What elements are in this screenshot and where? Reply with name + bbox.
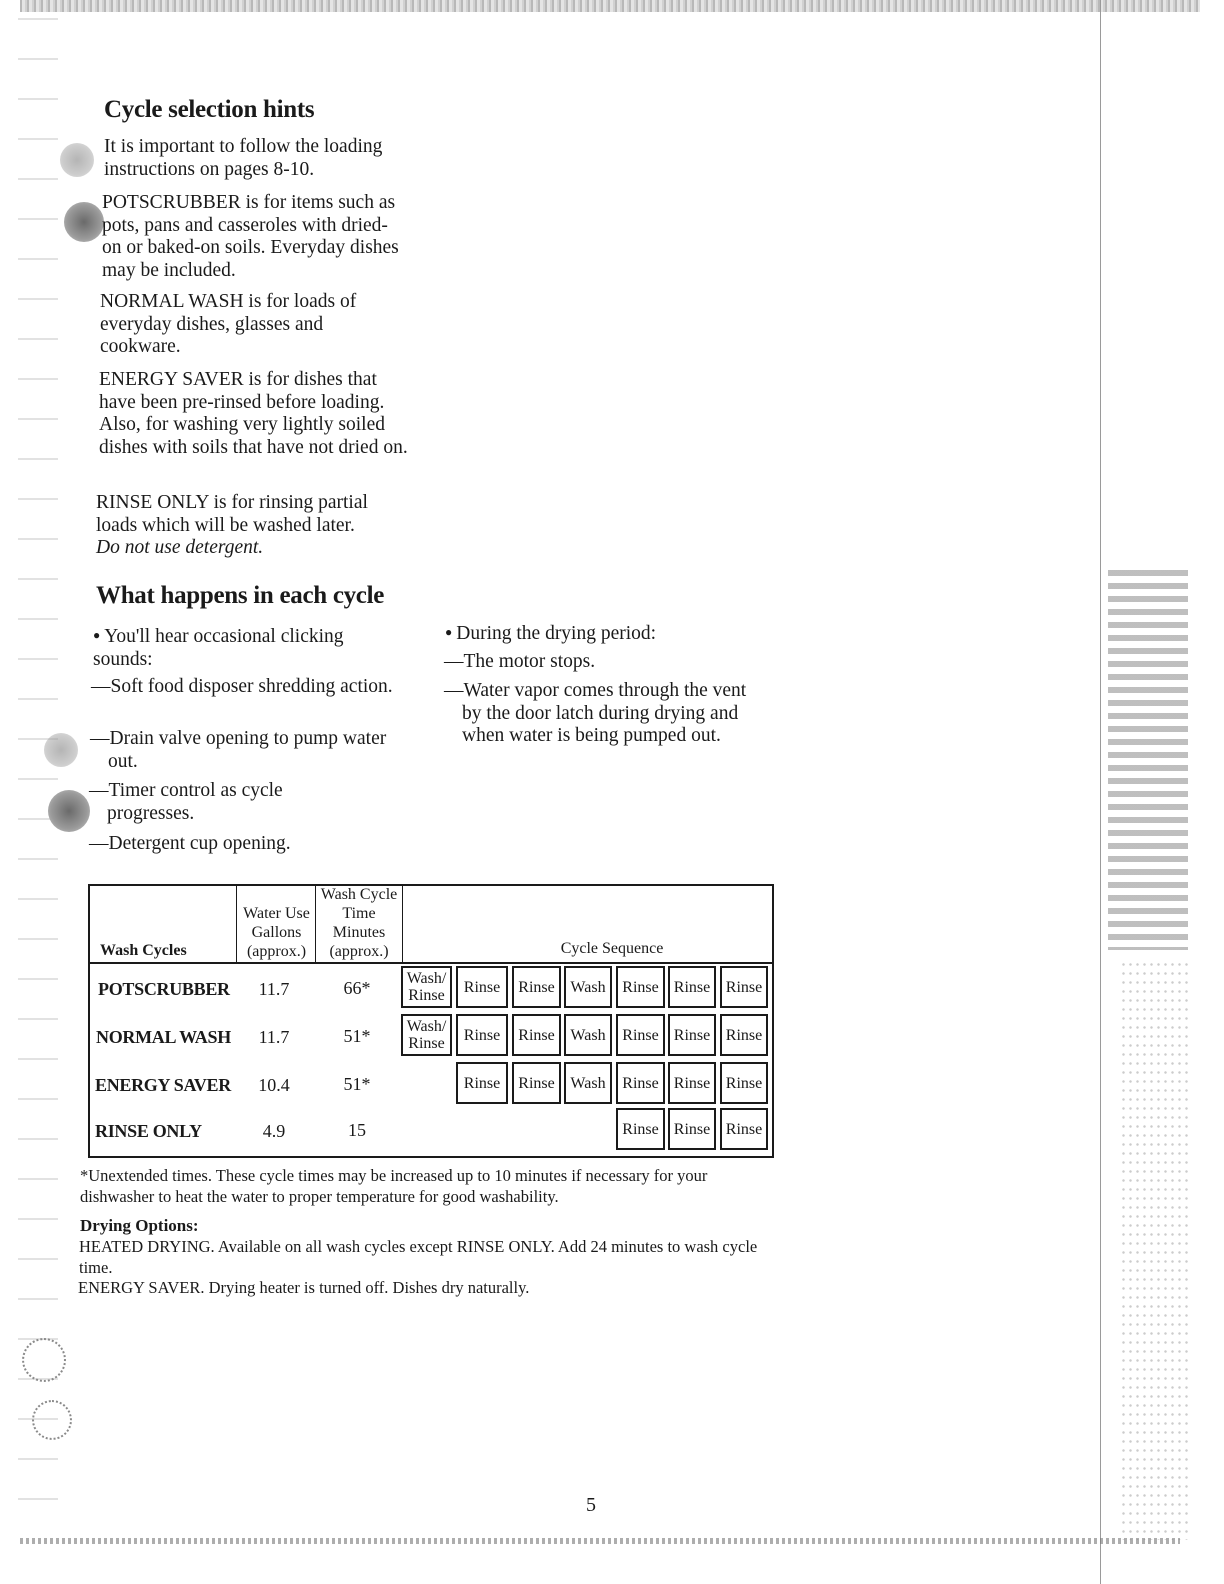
sequence-step: Rinse: [668, 1108, 716, 1150]
drying-options-title: Drying Options:: [80, 1216, 199, 1235]
sequence-step: Rinse: [720, 1014, 768, 1056]
sequence-step: Rinse: [616, 1062, 665, 1104]
sequence-step: Rinse: [720, 966, 768, 1008]
margin-blot: [44, 733, 78, 767]
sequence-step: Rinse: [512, 966, 561, 1008]
margin-blot: [60, 143, 94, 177]
cycles-right-item: —The motor stops.: [444, 651, 596, 672]
cycle-name: ENERGY SAVER: [95, 1075, 231, 1095]
bullet-icon: ●: [445, 625, 453, 639]
sequence-step: Wash: [564, 1014, 612, 1056]
scan-edge-bottom: [20, 1538, 1180, 1544]
water-use-value: 10.4: [258, 1075, 290, 1095]
header-water-use: Water Use Gallons (approx.): [243, 905, 310, 960]
cycle-time-value: 51*: [343, 1074, 371, 1094]
sequence-step: Rinse: [456, 966, 508, 1008]
cycle-name: POTSCRUBBER: [98, 979, 230, 999]
sequence-step: Rinse: [668, 1014, 716, 1056]
scan-noise-right: [1108, 570, 1188, 950]
water-use-value: 11.7: [258, 1027, 290, 1047]
drying-heated: HEATED DRYING. Available on all wash cycles except RINSE ONLY. Add 24 minutes to wash cycle time.: [79, 1237, 758, 1277]
cycles-left-item: —Soft food disposer shredding action.: [91, 676, 393, 697]
sequence-step: Rinse: [668, 1062, 716, 1104]
sequence-step: Wash/ Rinse: [401, 966, 452, 1008]
punch-hole-icon: [22, 1338, 66, 1382]
header-wash-cycles: Wash Cycles: [100, 942, 187, 959]
cycles-left-item: —Timer control as cycle progresses.: [89, 780, 283, 824]
scan-speckle-right: [1120, 960, 1190, 1540]
table-divider: [236, 884, 237, 964]
hints-paragraph: NORMAL WASH is for loads of everyday dishes, glasses and cookware.: [100, 291, 357, 357]
cycle-time-value: 15: [348, 1120, 366, 1140]
cycles-left-intro: [93, 624, 393, 671]
hints-note: Do not use detergent.: [96, 537, 264, 558]
cycles-left-item: —Drain valve opening to pump water out.: [90, 728, 387, 772]
hints-paragraph: RINSE ONLY is for rinsing partial loads which will be washed later.: [96, 492, 368, 536]
sequence-step: Rinse: [512, 1062, 561, 1104]
cycles-right-intro: [445, 621, 745, 646]
margin-blot: [48, 790, 90, 832]
cycles-right-intro-text: During the drying period:: [456, 623, 657, 644]
hints-paragraph: ENERGY SAVER is for dishes that have been pre-rinsed before loading. Also, for washing very lightly soiled dishes with soils that have not dried on.: [99, 369, 408, 458]
cycles-right-item: —Water vapor comes through the vent by the door latch during drying and when water is being pumped out.: [444, 680, 747, 746]
water-use-value: 11.7: [258, 979, 290, 999]
sequence-step: Wash/ Rinse: [401, 1014, 452, 1056]
bullet-icon: ●: [93, 628, 101, 642]
header-cycle-sequence: Cycle Sequence: [560, 940, 664, 957]
sequence-step: Wash: [564, 966, 612, 1008]
sequence-step: Rinse: [720, 1108, 768, 1150]
hints-heading: Cycle selection hints: [104, 96, 315, 123]
sequence-step: Rinse: [456, 1014, 508, 1056]
hints-paragraph: POTSCRUBBER is for items such as pots, pans and casseroles with dried-on or baked-on soils. Everyday dishes may be included.: [102, 192, 399, 281]
cycles-heading: What happens in each cycle: [96, 582, 385, 609]
cycles-left-intro-text: You'll hear occasional clicking sounds:: [93, 626, 344, 670]
hints-paragraph: It is important to follow the loading instructions on pages 8-10.: [104, 136, 383, 180]
table-header-divider: [88, 962, 774, 964]
punch-hole-icon: [32, 1400, 72, 1440]
cycles-left-item: —Detergent cup opening.: [89, 833, 291, 854]
cycle-time-value: 51*: [343, 1026, 371, 1046]
header-cycle-time: Wash Cycle Time Minutes (approx.): [320, 886, 398, 960]
page-number: 5: [586, 1494, 596, 1516]
sequence-step: Rinse: [720, 1062, 768, 1104]
cycle-name: NORMAL WASH: [96, 1027, 231, 1047]
footnote: *Unextended times. These cycle times may be increased up to 10 minutes if necessary for your dishwasher to heat the water to proper temperature for good washability.: [80, 1166, 708, 1206]
sequence-step: Wash: [564, 1062, 612, 1104]
sequence-step: Rinse: [668, 966, 716, 1008]
sequence-step: Rinse: [616, 1108, 665, 1150]
sequence-step: Rinse: [616, 966, 665, 1008]
scan-edge-top: [20, 0, 1200, 12]
table-divider: [402, 884, 403, 964]
drying-saver: ENERGY SAVER. Drying heater is turned off. Dishes dry naturally.: [78, 1278, 530, 1297]
sequence-step: Rinse: [512, 1014, 561, 1056]
margin-blot: [64, 202, 104, 242]
water-use-value: 4.9: [262, 1121, 286, 1141]
sequence-step: Rinse: [456, 1062, 508, 1104]
cycle-time-value: 66*: [343, 978, 371, 998]
cycle-name: RINSE ONLY: [95, 1121, 202, 1141]
sequence-step: Rinse: [616, 1014, 665, 1056]
